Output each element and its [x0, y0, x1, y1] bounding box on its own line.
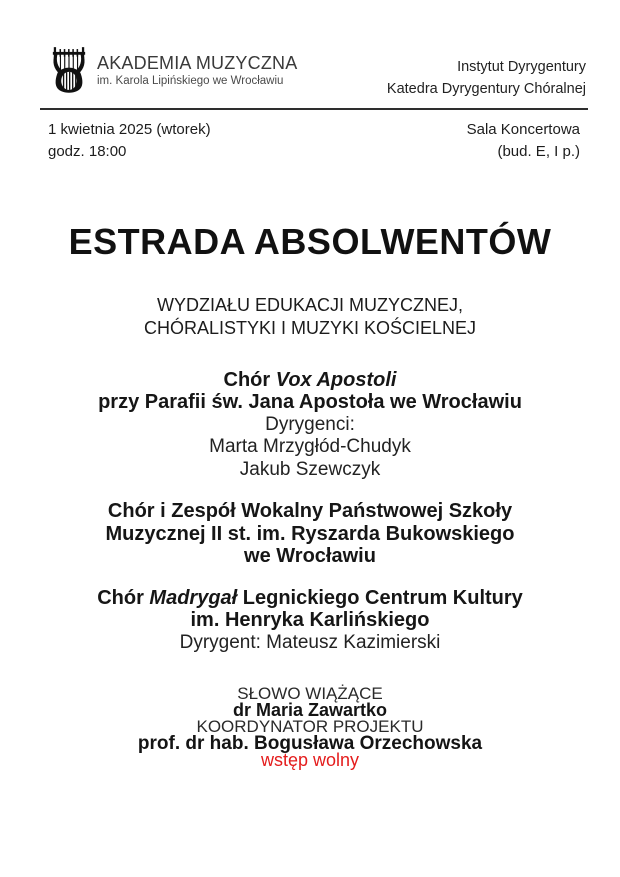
institute-line2: Katedra Dyrygentury Chóralnej — [386, 80, 586, 97]
choir-name-line2: im. Henryka Karlińskiego — [190, 609, 430, 631]
institute-block — [387, 45, 586, 101]
program-group-school-choir — [0, 500, 620, 568]
venue-name: Sala Koncertowa — [466, 120, 580, 138]
choir-name-italic: Vox Apostoli — [275, 368, 397, 391]
lyre-logo-icon — [50, 45, 88, 93]
conductor-name: Marta Mrzygłód-Chudyk — [209, 436, 411, 457]
venue-detail: (bud. E, I p.) — [497, 143, 580, 160]
choir-name-line2: Muzycznej II st. im. Ryszarda Bukowskiego — [105, 522, 515, 545]
coordinator-label: KOORDYNATOR PROJEKTU — [196, 717, 424, 736]
institute-line1: Instytut Dyrygentury — [457, 59, 586, 75]
event-date-time — [48, 119, 211, 164]
footer-credits — [0, 686, 620, 769]
choir-name-suffix: Legnickiego Centrum Kultury — [237, 586, 523, 609]
event-info — [0, 110, 620, 164]
academy-subtitle: im. Karola Lipińskiego we Wrocławiu — [97, 74, 284, 87]
subtitle-line1: WYDZIAŁU EDUKACJI MUZYCZNEJ, — [156, 294, 464, 315]
choir-name-line3: we Wrocławiu — [244, 545, 376, 567]
choir-name — [0, 369, 620, 392]
choir-name-prefix: Chór — [223, 368, 276, 391]
conductor-name: Dyrygent: Mateusz Kazimierski — [179, 631, 441, 653]
academy-name: AKADEMIA MUZYCZNA — [97, 53, 298, 74]
narrator-name: dr Maria Zawartko — [232, 700, 388, 720]
admission-note: wstęp wolny — [260, 750, 360, 770]
program-list — [0, 369, 620, 655]
poster-title: ESTRADA ABSOLWENTÓW — [68, 220, 552, 262]
choir-name-italic: Madrygał — [149, 586, 238, 609]
program-group-madrygal — [0, 587, 620, 655]
conductor-name: Jakub Szewczyk — [239, 458, 381, 480]
event-venue — [467, 119, 580, 164]
academy-brand — [50, 45, 297, 93]
conductors-label: Dyrygenci: — [265, 413, 355, 435]
subtitle-line2: CHÓRALISTYKI I MUZYKI KOŚCIELNEJ — [143, 317, 477, 338]
narration-label: SŁOWO WIĄŻĄCE — [237, 684, 383, 703]
choir-name-line1: Chór i Zespół Wokalny Państwowej Szkoły — [107, 500, 513, 522]
header — [0, 0, 620, 101]
program-group-vox-apostoli — [0, 369, 620, 482]
choir-name-line2: przy Parafii św. Jana Apostoła we Wrocławiu — [98, 391, 522, 413]
main-content — [0, 220, 620, 770]
event-date: 1 kwietnia 2025 (wtorek) — [48, 120, 211, 138]
choir-name — [0, 587, 620, 610]
event-time: godz. 18:00 — [48, 143, 127, 160]
poster-subtitle — [0, 294, 620, 340]
coordinator-name: prof. dr hab. Bogusława Orzechowska — [137, 733, 483, 754]
choir-name-prefix: Chór — [97, 586, 150, 609]
academy-text — [97, 49, 297, 89]
